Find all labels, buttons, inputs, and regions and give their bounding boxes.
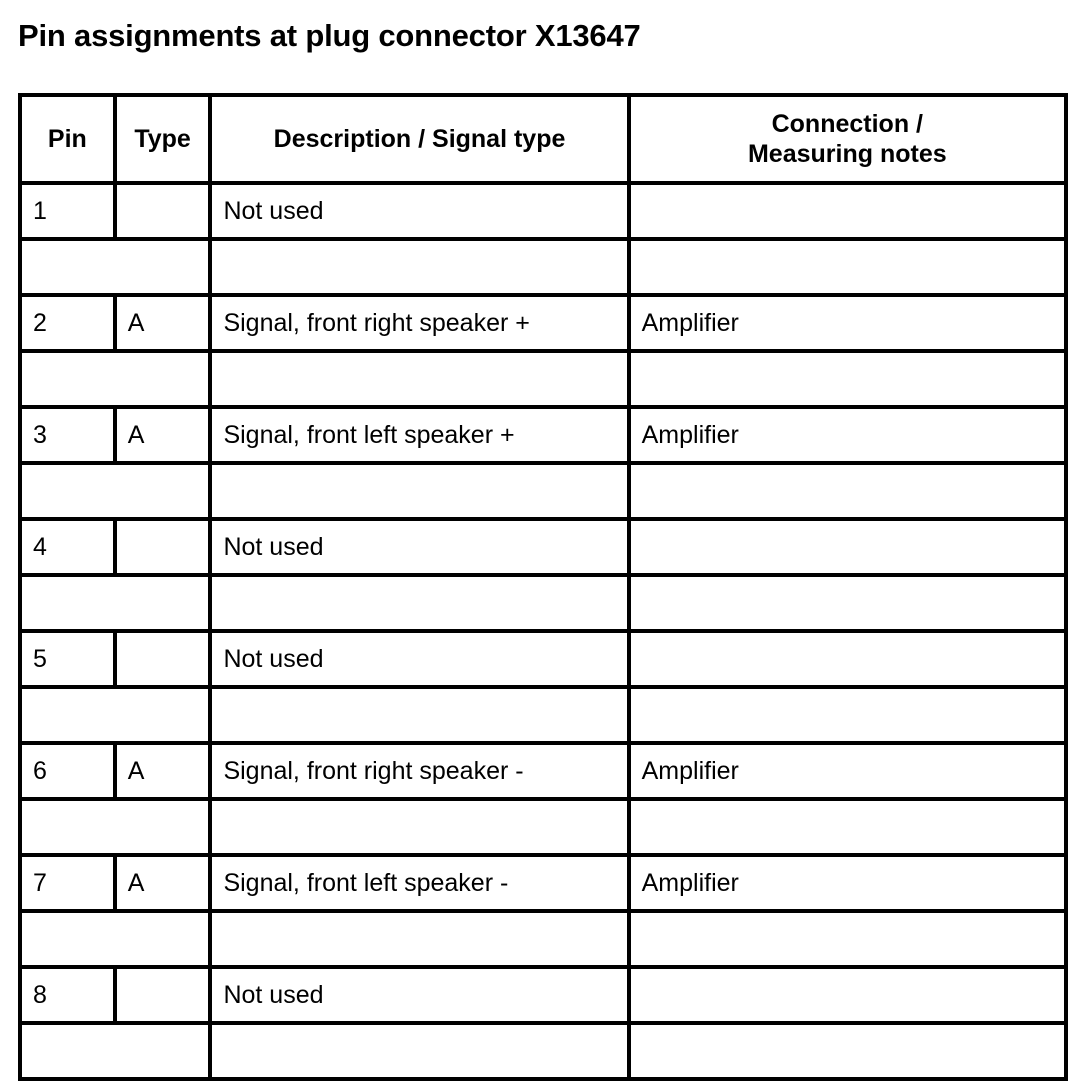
header-type: Type [117, 97, 213, 185]
spacer-row [22, 577, 1068, 633]
spacer-cell [22, 577, 212, 633]
cell-pin: 1 [22, 185, 117, 241]
cell-type: A [117, 745, 213, 801]
spacer-cell [212, 241, 630, 297]
cell-connection: Amplifier [631, 857, 1068, 913]
spacer-cell [631, 577, 1068, 633]
spacer-cell [631, 801, 1068, 857]
spacer-cell [22, 689, 212, 745]
spacer-row [22, 353, 1068, 409]
cell-pin: 6 [22, 745, 117, 801]
spacer-cell [212, 465, 630, 521]
header-connection [631, 97, 1068, 185]
page-title: Pin assignments at plug connector X13647 [18, 18, 641, 53]
spacer-cell [22, 801, 212, 857]
table-row [22, 633, 1068, 689]
header-pin: Pin [22, 97, 117, 185]
spacer-row [22, 801, 1068, 857]
header-description: Description / Signal type [212, 97, 630, 185]
spacer-cell [212, 801, 630, 857]
cell-pin: 4 [22, 521, 117, 577]
table-header-row [22, 97, 1068, 185]
cell-pin: 7 [22, 857, 117, 913]
spacer-cell [212, 353, 630, 409]
spacer-cell [631, 465, 1068, 521]
spacer-row [22, 465, 1068, 521]
spacer-cell [212, 689, 630, 745]
spacer-cell [22, 241, 212, 297]
cell-description: Signal, front right speaker + [212, 297, 630, 353]
header-connection-line2: Measuring notes [747, 140, 947, 168]
cell-pin: 2 [22, 297, 117, 353]
cell-type: A [117, 409, 213, 465]
cell-pin: 8 [22, 969, 117, 1025]
spacer-cell [631, 913, 1068, 969]
spacer-cell [631, 689, 1068, 745]
pin-assignment-table [18, 93, 1068, 1081]
cell-description: Not used [212, 633, 630, 689]
table-row [22, 297, 1068, 353]
table-row [22, 185, 1068, 241]
cell-type [117, 521, 213, 577]
spacer-cell [212, 913, 630, 969]
cell-pin: 5 [22, 633, 117, 689]
spacer-cell [212, 577, 630, 633]
cell-connection: Amplifier [631, 745, 1068, 801]
spacer-cell [212, 1025, 630, 1081]
spacer-cell [22, 913, 212, 969]
table-row [22, 409, 1068, 465]
spacer-cell [631, 241, 1068, 297]
spacer-cell [22, 465, 212, 521]
cell-connection [631, 633, 1068, 689]
table-row [22, 745, 1068, 801]
cell-connection [631, 185, 1068, 241]
cell-type [117, 969, 213, 1025]
spacer-cell [22, 353, 212, 409]
cell-connection [631, 521, 1068, 577]
cell-description: Signal, front left speaker - [212, 857, 630, 913]
cell-type [117, 633, 213, 689]
spacer-cell [631, 1025, 1068, 1081]
header-connection-line1: Connection / [771, 110, 923, 138]
table-row [22, 969, 1068, 1025]
cell-description: Signal, front left speaker + [212, 409, 630, 465]
spacer-row [22, 241, 1068, 297]
cell-connection: Amplifier [631, 297, 1068, 353]
spacer-row [22, 1025, 1068, 1081]
spacer-row [22, 689, 1068, 745]
cell-pin: 3 [22, 409, 117, 465]
spacer-cell [631, 353, 1068, 409]
cell-description: Not used [212, 521, 630, 577]
cell-description: Not used [212, 185, 630, 241]
cell-type: A [117, 297, 213, 353]
spacer-cell [22, 1025, 212, 1081]
cell-connection: Amplifier [631, 409, 1068, 465]
table-row [22, 521, 1068, 577]
cell-type: A [117, 857, 213, 913]
cell-connection [631, 969, 1068, 1025]
spacer-row [22, 913, 1068, 969]
cell-description: Signal, front right speaker - [212, 745, 630, 801]
table-row [22, 857, 1068, 913]
cell-description: Not used [212, 969, 630, 1025]
cell-type [117, 185, 213, 241]
